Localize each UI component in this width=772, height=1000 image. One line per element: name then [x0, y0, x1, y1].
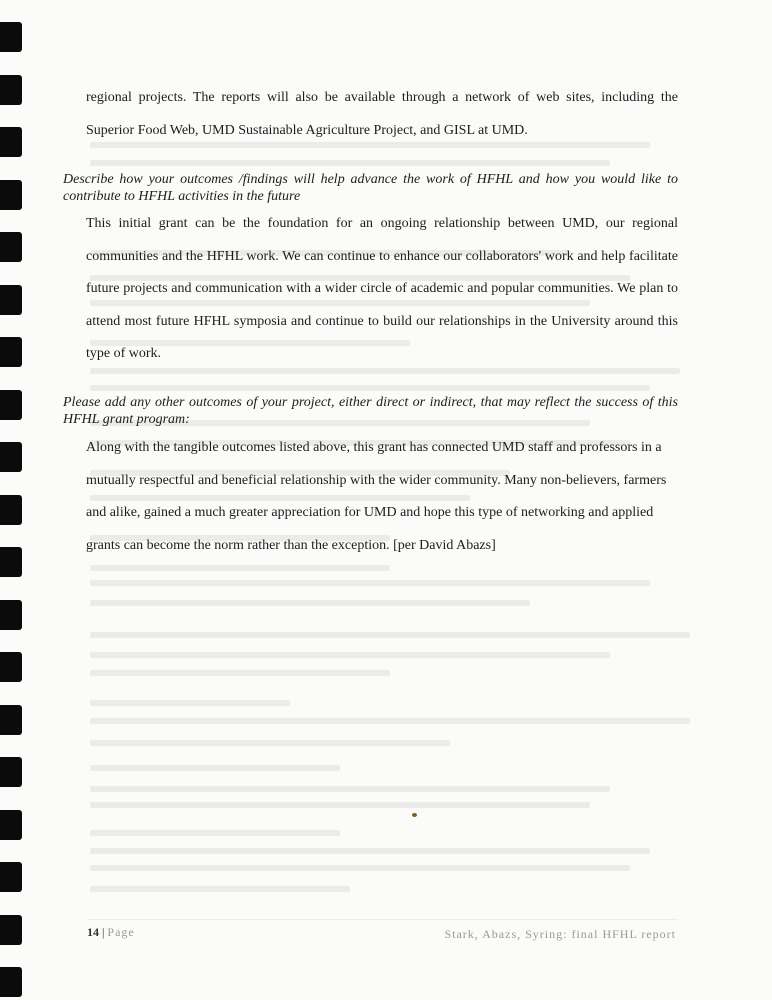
- binding-hole: [0, 862, 22, 892]
- spiral-binding: [0, 0, 30, 1000]
- binding-hole: [0, 705, 22, 735]
- paragraph-regional-projects: regional projects. The reports will also be available through a network of web sites, including the Superior Food Web, UMD Sustainable Agriculture Project, and GISL at UMD.: [86, 90, 678, 138]
- prompt-other-outcomes: Please add any other outcomes of your project, either direct or indirect, that may reflect the success of this HFHL grant program:: [63, 395, 678, 427]
- binding-hole: [0, 547, 22, 577]
- binding-hole: [0, 22, 22, 52]
- footer-rule: [87, 919, 677, 920]
- page-separator: |: [102, 925, 105, 939]
- binding-hole: [0, 967, 22, 997]
- bleed-through-line: [90, 718, 690, 724]
- bleed-through-line: [90, 786, 610, 792]
- bleed-through-line: [90, 160, 610, 166]
- binding-hole: [0, 75, 22, 105]
- binding-hole: [0, 495, 22, 525]
- bleed-through-line: [90, 565, 390, 571]
- binding-hole: [0, 180, 22, 210]
- binding-hole: [0, 652, 22, 682]
- binding-hole: [0, 285, 22, 315]
- answer-line: and alike, gained a much greater appreciation for UMD and hope this type of networking and applied: [86, 505, 654, 520]
- binding-hole: [0, 810, 22, 840]
- bleed-through-line: [90, 632, 690, 638]
- bleed-through-line: [90, 865, 630, 871]
- bleed-through-line: [90, 830, 340, 836]
- bleed-through-line: [90, 848, 650, 854]
- bleed-through-line: [90, 700, 290, 706]
- answer-line: grants can become the norm rather than the exception. [per David Abazs]: [86, 537, 496, 553]
- bleed-through-line: [90, 886, 350, 892]
- ink-speck: [412, 813, 417, 817]
- binding-hole: [0, 757, 22, 787]
- answer-line: mutually respectful and beneficial relationship with the wider community. Many non-believers, farmers: [86, 472, 667, 488]
- binding-hole: [0, 390, 22, 420]
- bleed-through-line: [90, 600, 530, 606]
- prompt-advance-hfhl: Describe how your outcomes /findings will help advance the work of HFHL and how you would like to contribute to HFHL activities in the future: [63, 172, 678, 204]
- binding-hole: [0, 337, 22, 367]
- answer-line: Along with the tangible outcomes listed above, this grant has connected UMD staff and professors in a: [86, 440, 662, 455]
- bleed-through-line: [90, 385, 650, 391]
- binding-hole: [0, 915, 22, 945]
- bleed-through-line: [90, 802, 590, 808]
- page-number: 14: [87, 925, 99, 939]
- binding-hole: [0, 232, 22, 262]
- page-number-footer: [87, 925, 135, 940]
- bleed-through-line: [90, 740, 450, 746]
- binding-hole: [0, 127, 22, 157]
- binding-hole: [0, 600, 22, 630]
- answer-other-outcomes: [86, 432, 678, 562]
- bleed-through-line: [90, 670, 390, 676]
- page-label: Page: [107, 925, 135, 939]
- report-title-footer: Stark, Abazs, Syring: final HFHL report: [444, 927, 676, 941]
- answer-advance-hfhl: This initial grant can be the foundation for an ongoing relationship between UMD, our regional communities and the HFHL work. We can continue to enhance our collaborators' work and help facilitate future projects and communication with a wider circle of academic and popular communities. We plan to attend most future HFHL symposia and continue to build our relationships in the University around this type of work.: [86, 216, 678, 361]
- bleed-through-line: [90, 580, 650, 586]
- bleed-through-line: [90, 652, 610, 658]
- bleed-through-line: [90, 765, 340, 771]
- binding-hole: [0, 442, 22, 472]
